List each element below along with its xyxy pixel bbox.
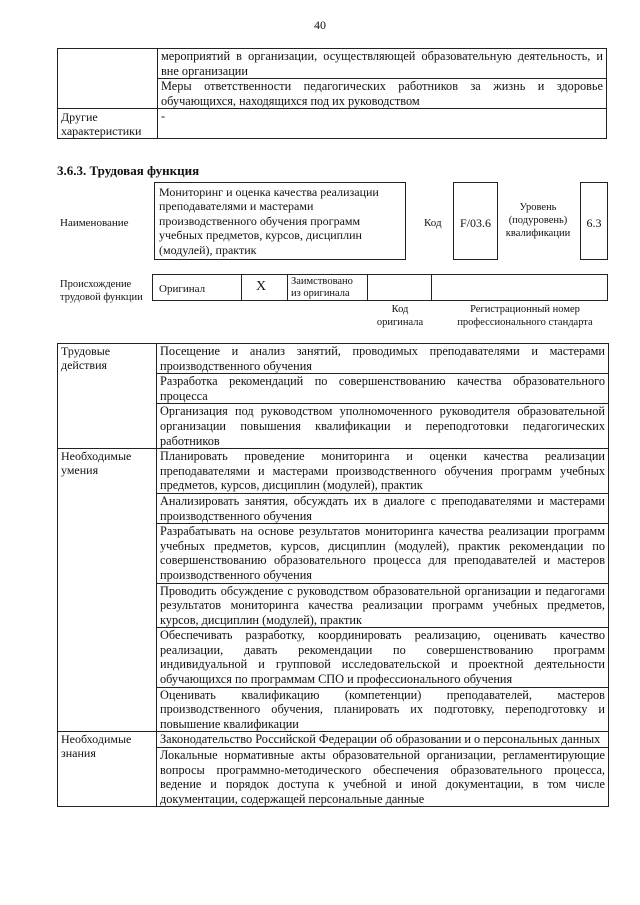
section-title: 3.6.3. Трудовая функция — [57, 163, 200, 178]
divider — [367, 274, 368, 301]
table-cell: Оценивать квалификацию (компетенции) преподавателей, мастеров производственного обучения, планировать их подготовку, переподготовку и повышение квалификации — [157, 687, 609, 732]
code-label: Код — [424, 217, 442, 229]
origin-frame — [152, 274, 608, 301]
row-label: Необходимые знания — [58, 732, 157, 807]
main-table — [57, 343, 609, 807]
divider — [431, 274, 432, 301]
page-number: 40 — [314, 18, 326, 32]
table-cell: Проводить обсуждение с руководством образовательной организации и педагогами результатов мониторинга качества реализации программ учебных предметов, курсов, дисциплин (модулей), практик — [157, 583, 609, 628]
table-cell: Меры ответственности педагогических работников за жизнь и здоровье обучающихся, находящихся под их руководством — [158, 79, 607, 109]
table-row — [58, 449, 609, 494]
table-cell: Разрабатывать на основе результатов мониторинга качества реализации программ учебных предметов, курсов, дисциплин (модулей), практик рекомендации по совершенствованию образовательного процесса для преподавателей и мастеров производственного обучения — [157, 524, 609, 583]
level-value-box: 6.3 — [580, 182, 608, 260]
reg-caption: Регистрационный номер профессионального стандарта — [457, 304, 593, 328]
function-name-box: Мониторинг и оценка качества реализации преподавателями и мастерами производственного обучения программ учебных предметов, курсов, дисциплин (модулей), практик — [154, 182, 406, 260]
original-mark: X — [256, 279, 267, 294]
table-cell: Организация под руководством уполномоченного руководителя образовательной организации повышения квалификации и переподготовки педагогических работников — [157, 404, 609, 449]
top-table — [57, 48, 607, 139]
code-value-box: F/03.6 — [453, 182, 498, 260]
row-label: Трудовые действия — [58, 344, 157, 449]
divider — [287, 274, 288, 301]
table-row — [58, 49, 607, 79]
table-cell: - — [158, 109, 607, 139]
borrowed-label: Заимствовано из оригинала — [291, 276, 353, 299]
table-cell: Анализировать занятия, обсуждать их в диалоге с преподавателями и мастерами производственного обучения — [157, 493, 609, 523]
origin-label: Происхождение трудовой функции — [60, 279, 143, 303]
name-label: Наименование — [60, 217, 129, 229]
table-cell: Обеспечивать разработку, координировать реализацию, оценивать качество реализации, давать рекомендации по совершенствованию программ индивидуальной и групповой исследовательской и проектной деятельности обучающихся по программам СПО и профессионального обучения — [157, 628, 609, 687]
table-cell: Посещение и анализ занятий, проводимых преподавателями и мастерами производственного обучения — [157, 344, 609, 374]
row-label — [58, 49, 158, 109]
row-label: Другие характеристики — [58, 109, 158, 139]
table-cell: Планировать проведение мониторинга и оценки качества реализации преподавателями и мастерами производственного обучения программ учебных предметов, курсов, дисциплин (модулей), практик — [157, 449, 609, 494]
table-cell: Разработка рекомендаций по совершенствованию качества образовательного процесса — [157, 374, 609, 404]
table-row — [58, 732, 609, 748]
divider — [241, 274, 242, 301]
table-row — [58, 344, 609, 374]
table-cell: Локальные нормативные акты образовательной организации, регламентирующие вопросы программно-методического обеспечения образовательного процесса, ведение и порядок доступа к учебной и иной документации, в том числе документации, содержащей персональные данные — [157, 748, 609, 807]
code-caption: Код оригинала — [376, 304, 424, 328]
table-row — [58, 109, 607, 139]
original-label: Оригинал — [159, 283, 206, 295]
level-label: Уровень (подуровень) квалификации — [505, 202, 571, 239]
table-cell: Законодательство Российской Федерации об образовании и о персональных данных — [157, 732, 609, 748]
table-cell: мероприятий в организации, осуществляющей образовательную деятельность, и вне организации — [158, 49, 607, 79]
row-label: Необходимые умения — [58, 449, 157, 732]
